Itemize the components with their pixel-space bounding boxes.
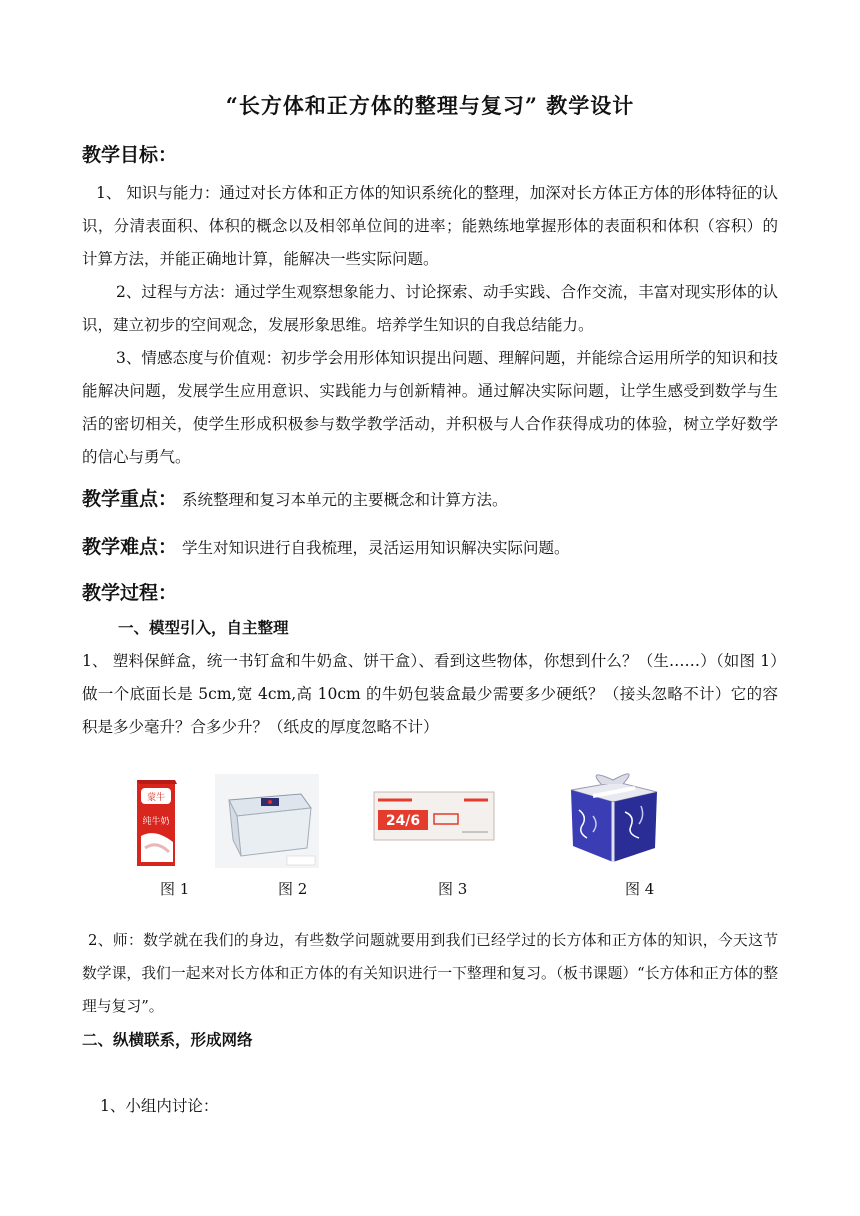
objective-3: 3、情感态度与价值观：初步学会用形体知识提出问题、理解问题，并能综合运用所学的知识和技能解决问题，发展学生应用意识、实践能力与创新精神。通过解决实际问题，让学生感受到数学与生活的密切相关，使学生形成积极参与数学教学活动，并积极与人合作获得成功的体验，树立学好数学的信心与勇气。 xyxy=(82,349,778,466)
figure-3-caption: 图 3 xyxy=(438,880,468,898)
plastic-box-image xyxy=(215,774,319,868)
difficulties-heading: 教学难点： xyxy=(82,536,178,558)
staple-box-image xyxy=(372,788,496,844)
difficulties xyxy=(82,532,569,559)
process-heading: 教学过程： xyxy=(82,582,178,604)
step-1: 1、 塑料保鲜盒，统一书钉盒和牛奶盒、饼干盒）、看到这些物体，你想到什么？（生……）（如图 1）做一个底面长是 5cm,宽 4cm,高 10cm 的牛奶包装盒最少需要多少硬纸？（接头忽略不计）它的容积是多少毫升？合多少升？（纸皮的厚度忽略不计） xyxy=(82,652,778,736)
key-points-text: 系统整理和复习本单元的主要概念和计算方法。 xyxy=(181,491,508,509)
figure-4-caption: 图 4 xyxy=(625,880,655,898)
objectives-heading: 教学目标： xyxy=(82,144,178,166)
figure-2-caption: 图 2 xyxy=(278,880,308,898)
key-points xyxy=(82,484,507,511)
section-1-heading: 一、模型引入，自主整理 xyxy=(118,618,289,637)
milk-label-text: 纯牛奶 xyxy=(142,817,170,827)
figure-1-caption: 图 1 xyxy=(160,880,190,898)
objective-2: 2、过程与方法：通过学生观察想象能力、讨论探索、动手实践、合作交流，丰富对现实形体的认识，建立初步的空间观念，发展形象思维。培养学生知识的自我总结能力。 xyxy=(82,283,778,334)
staple-number-text: 24/6 xyxy=(385,813,421,829)
section-2-heading: 二、纵横联系，形成网络 xyxy=(82,1030,253,1049)
step-3: 1、小组内讨论： xyxy=(100,1097,219,1115)
gift-box-image xyxy=(567,760,661,866)
step-2: 2、师：数学就在我们的身边，有些数学问题就要用到我们已经学过的长方体和正方体的知识，今天这节数学课，我们一起来对长方体和正方体的有关知识进行一下整理和复习。（板书课题）“长方体和正方体的整理与复习”。 xyxy=(82,932,778,1015)
key-points-heading: 教学重点： xyxy=(82,488,178,510)
milk-carton-image xyxy=(135,776,179,868)
difficulties-text: 学生对知识进行自我梳理，灵活运用知识解决实际问题。 xyxy=(181,539,570,557)
milk-brand-text: 蒙牛 xyxy=(146,793,166,803)
objective-1: 1、 知识与能力：通过对长方体和正方体的知识系统化的整理，加深对长方体正方体的形体特征的认识，分清表面积、体积的概念以及相邻单位间的进率；能熟练地掌握形体的表面积和体积（容积）的计算方法，并能正确地计算，能解决一些实际问题。 xyxy=(82,184,778,268)
page-title: “长方体和正方体的整理与复习” 教学设计 xyxy=(225,93,635,118)
